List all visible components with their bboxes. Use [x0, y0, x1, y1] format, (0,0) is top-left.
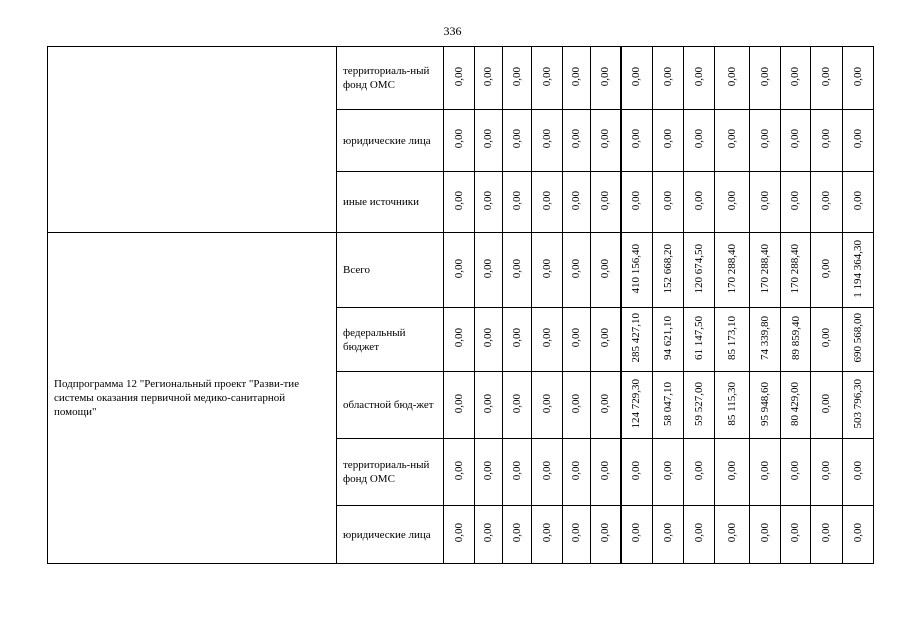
value-cell — [811, 110, 843, 172]
value-cell — [843, 233, 874, 308]
funding-source-cell: юридические лица — [337, 110, 444, 172]
value-cell — [444, 439, 475, 506]
value-text: 95 948,60 — [758, 381, 771, 426]
value-text: 0,00 — [452, 129, 465, 149]
value-text: 0,00 — [482, 328, 494, 348]
value-text: 0,00 — [789, 460, 801, 481]
value-text: 0,00 — [820, 523, 832, 543]
value-cell — [811, 439, 843, 506]
value-text: 0,00 — [452, 393, 465, 414]
value-text: 0,00 — [540, 258, 553, 279]
value-text: 0,00 — [570, 460, 582, 481]
value-cell — [750, 110, 781, 172]
value-cell — [715, 233, 750, 308]
value-cell — [684, 506, 715, 564]
value-text: 285 427,10 — [630, 313, 643, 363]
value-text: 0,00 — [510, 460, 523, 481]
value-cell — [444, 110, 475, 172]
value-cell — [684, 47, 715, 110]
value-cell — [843, 506, 874, 564]
value-cell — [843, 172, 874, 233]
value-text: 0,00 — [661, 129, 674, 149]
value-text: 0,00 — [570, 393, 582, 414]
value-text: 0,00 — [452, 66, 465, 87]
value-cell — [532, 172, 563, 233]
value-text: 0,00 — [570, 129, 582, 149]
value-text: 0,00 — [452, 328, 465, 348]
value-text: 59 527,00 — [692, 381, 705, 426]
value-cell — [621, 47, 653, 110]
value-text: 0,00 — [510, 258, 523, 279]
value-cell — [653, 372, 684, 439]
value-cell — [781, 47, 811, 110]
value-cell — [591, 172, 621, 233]
value-text: 0,00 — [598, 393, 611, 414]
value-text: 0,00 — [661, 190, 674, 211]
value-text: 0,00 — [570, 328, 582, 348]
value-text: 0,00 — [540, 129, 553, 149]
value-text: 0,00 — [820, 66, 832, 87]
value-text: 0,00 — [661, 460, 674, 481]
value-cell — [843, 372, 874, 439]
value-cell — [811, 233, 843, 308]
value-text: 0,00 — [758, 129, 771, 149]
value-cell — [475, 172, 503, 233]
value-text: 0,00 — [630, 66, 643, 87]
value-cell — [715, 110, 750, 172]
table-body — [48, 47, 874, 564]
value-cell — [591, 110, 621, 172]
value-cell — [750, 233, 781, 308]
value-cell — [843, 439, 874, 506]
table-row — [48, 233, 874, 308]
value-cell — [503, 110, 532, 172]
value-cell — [750, 47, 781, 110]
value-cell — [781, 308, 811, 372]
value-cell — [684, 308, 715, 372]
value-cell — [503, 47, 532, 110]
value-cell — [591, 506, 621, 564]
value-text: 410 156,40 — [630, 243, 643, 294]
value-text: 94 621,10 — [662, 316, 674, 360]
value-cell — [503, 233, 532, 308]
value-cell — [715, 506, 750, 564]
funding-source-cell: территориаль-ный фонд ОМС — [337, 439, 444, 506]
value-text: 0,00 — [452, 190, 465, 211]
value-cell — [591, 47, 621, 110]
value-text: 0,00 — [540, 460, 553, 481]
value-text: 0,00 — [540, 328, 553, 348]
value-text: 0,00 — [789, 523, 801, 543]
value-text: 0,00 — [570, 66, 582, 87]
value-cell — [653, 439, 684, 506]
value-text: 0,00 — [540, 393, 553, 414]
value-cell — [621, 439, 653, 506]
value-cell — [715, 439, 750, 506]
value-text: 0,00 — [851, 129, 864, 149]
funding-source-cell: федеральный бюджет — [337, 308, 444, 372]
value-text: 0,00 — [510, 190, 523, 211]
value-cell — [532, 233, 563, 308]
page-number: 336 — [443, 24, 462, 38]
value-cell — [621, 308, 653, 372]
value-text: 0,00 — [540, 66, 553, 87]
value-cell — [621, 110, 653, 172]
value-text: 0,00 — [820, 190, 832, 211]
value-cell — [475, 308, 503, 372]
value-text: 0,00 — [510, 393, 523, 414]
value-text: 0,00 — [789, 66, 801, 87]
value-cell — [563, 439, 591, 506]
value-text: 0,00 — [510, 66, 523, 87]
value-cell — [715, 372, 750, 439]
value-cell — [781, 172, 811, 233]
value-text: 0,00 — [570, 190, 582, 211]
value-cell — [475, 439, 503, 506]
value-cell — [591, 439, 621, 506]
value-text: 0,00 — [482, 523, 494, 543]
value-text: 0,00 — [540, 190, 553, 211]
value-text: 0,00 — [482, 190, 494, 211]
value-text: 0,00 — [851, 66, 864, 87]
value-cell — [843, 110, 874, 172]
value-text: 0,00 — [789, 190, 801, 211]
value-cell — [715, 47, 750, 110]
value-text: 0,00 — [540, 523, 553, 543]
value-text: 0,00 — [570, 523, 582, 543]
value-cell — [563, 372, 591, 439]
value-cell — [532, 372, 563, 439]
value-cell — [621, 172, 653, 233]
value-cell — [750, 308, 781, 372]
value-cell — [503, 308, 532, 372]
value-text: 0,00 — [725, 460, 738, 481]
value-text: 0,00 — [598, 328, 611, 348]
value-cell — [781, 233, 811, 308]
program-name-cell: Подпрограмма 12 "Региональный проект "Разви-тие системы оказания первичной медико-санитарной помощи" — [48, 233, 337, 564]
funding-table — [47, 46, 874, 564]
value-text: 85 115,30 — [725, 381, 738, 426]
value-text: 0,00 — [598, 129, 611, 149]
value-cell — [444, 47, 475, 110]
value-cell — [475, 506, 503, 564]
value-cell — [532, 110, 563, 172]
value-text: 0,00 — [692, 523, 705, 543]
value-text: 0,00 — [851, 460, 864, 481]
value-cell — [444, 506, 475, 564]
value-text: 0,00 — [630, 129, 643, 149]
value-cell — [621, 506, 653, 564]
value-text: 124 729,30 — [630, 378, 643, 429]
value-text: 0,00 — [630, 190, 643, 211]
value-cell — [781, 372, 811, 439]
value-cell — [475, 47, 503, 110]
value-cell — [684, 372, 715, 439]
value-text: 0,00 — [820, 258, 832, 279]
value-cell — [563, 506, 591, 564]
value-cell — [781, 110, 811, 172]
table-row — [48, 47, 874, 110]
value-cell — [621, 372, 653, 439]
value-cell — [811, 172, 843, 233]
value-text: 690 568,00 — [852, 313, 864, 363]
value-cell — [781, 506, 811, 564]
value-cell — [653, 506, 684, 564]
value-text: 0,00 — [661, 523, 674, 543]
value-text: 0,00 — [482, 393, 494, 414]
value-cell — [750, 439, 781, 506]
value-text: 0,00 — [452, 258, 465, 279]
value-cell — [653, 233, 684, 308]
funding-source-cell: областной бюд-жет — [337, 372, 444, 439]
value-text: 0,00 — [725, 523, 738, 543]
value-text: 170 288,40 — [725, 243, 738, 294]
value-text: 0,00 — [758, 523, 771, 543]
value-text: 0,00 — [598, 190, 611, 211]
value-cell — [684, 233, 715, 308]
value-text: 0,00 — [820, 328, 832, 348]
value-text: 0,00 — [482, 66, 494, 87]
value-cell — [591, 233, 621, 308]
value-text: 0,00 — [510, 129, 523, 149]
value-text: 0,00 — [482, 258, 494, 279]
value-text: 0,00 — [758, 190, 771, 211]
funding-source-cell: юридические лица — [337, 506, 444, 564]
value-text: 0,00 — [510, 328, 523, 348]
value-cell — [621, 233, 653, 308]
value-cell — [532, 506, 563, 564]
value-cell — [591, 308, 621, 372]
value-text: 0,00 — [661, 66, 674, 87]
value-cell — [563, 47, 591, 110]
value-text: 61 147,50 — [693, 316, 705, 360]
value-text: 0,00 — [725, 190, 738, 211]
value-cell — [750, 506, 781, 564]
program-name-cell — [48, 47, 337, 233]
value-cell — [444, 308, 475, 372]
value-cell — [811, 372, 843, 439]
value-text: 0,00 — [725, 66, 738, 87]
value-text: 0,00 — [692, 190, 705, 211]
value-cell — [532, 439, 563, 506]
value-text: 85 173,10 — [726, 316, 738, 360]
value-cell — [444, 172, 475, 233]
value-text: 0,00 — [482, 460, 494, 481]
value-text: 0,00 — [452, 523, 465, 543]
value-cell — [563, 308, 591, 372]
value-text: 503 796,30 — [852, 378, 864, 429]
value-cell — [532, 47, 563, 110]
value-text: 58 047,10 — [661, 381, 674, 426]
value-text: 170 288,40 — [789, 243, 801, 294]
value-cell — [475, 233, 503, 308]
value-text: 0,00 — [570, 258, 582, 279]
value-text: 0,00 — [510, 523, 523, 543]
value-text: 80 429,00 — [789, 381, 801, 426]
value-text: 0,00 — [598, 523, 611, 543]
value-text: 0,00 — [820, 393, 832, 414]
value-cell — [653, 308, 684, 372]
value-text: 0,00 — [851, 190, 864, 211]
funding-source-cell: Всего — [337, 233, 444, 308]
value-text: 0,00 — [758, 66, 771, 87]
funding-source-cell: территориаль-ный фонд ОМС — [337, 47, 444, 110]
value-cell — [750, 372, 781, 439]
value-text: 0,00 — [820, 129, 832, 149]
value-cell — [532, 308, 563, 372]
value-cell — [475, 372, 503, 439]
value-text: 0,00 — [692, 129, 705, 149]
value-cell — [444, 372, 475, 439]
funding-source-cell: иные источники — [337, 172, 444, 233]
value-cell — [475, 110, 503, 172]
value-cell — [563, 110, 591, 172]
value-text: 89 859,40 — [789, 316, 802, 360]
value-cell — [715, 172, 750, 233]
value-cell — [503, 372, 532, 439]
value-text: 0,00 — [758, 460, 771, 481]
value-cell — [591, 372, 621, 439]
value-text: 0,00 — [692, 460, 705, 481]
value-text: 170 288,40 — [758, 243, 771, 294]
value-text: 0,00 — [820, 460, 832, 481]
value-cell — [684, 110, 715, 172]
value-cell — [811, 47, 843, 110]
value-text: 0,00 — [598, 258, 611, 279]
value-cell — [503, 172, 532, 233]
value-cell — [503, 506, 532, 564]
value-text: 120 674,50 — [692, 243, 705, 294]
value-cell — [811, 506, 843, 564]
value-cell — [684, 439, 715, 506]
value-cell — [750, 172, 781, 233]
value-cell — [653, 172, 684, 233]
value-cell — [444, 233, 475, 308]
value-text: 0,00 — [692, 66, 705, 87]
value-text: 0,00 — [630, 523, 643, 543]
value-text: 0,00 — [725, 129, 738, 149]
value-cell — [843, 308, 874, 372]
value-text: 0,00 — [851, 523, 864, 543]
value-cell — [811, 308, 843, 372]
value-cell — [684, 172, 715, 233]
value-cell — [653, 110, 684, 172]
value-text: 152 668,20 — [661, 243, 674, 294]
value-cell — [843, 47, 874, 110]
value-text: 0,00 — [789, 129, 801, 149]
value-cell — [563, 172, 591, 233]
value-text: 0,00 — [482, 129, 494, 149]
value-cell — [715, 308, 750, 372]
value-cell — [503, 439, 532, 506]
value-cell — [781, 439, 811, 506]
value-text: 74 339,80 — [759, 316, 771, 360]
value-text: 1 194 364,30 — [851, 239, 864, 298]
value-text: 0,00 — [630, 460, 643, 481]
value-cell — [563, 233, 591, 308]
value-cell — [653, 47, 684, 110]
value-text: 0,00 — [598, 460, 611, 481]
value-text: 0,00 — [452, 460, 465, 481]
value-text: 0,00 — [598, 66, 611, 87]
